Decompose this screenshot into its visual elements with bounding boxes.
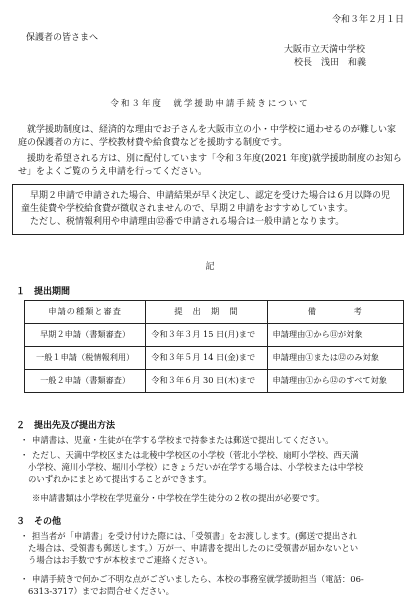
- table-cell: 令和３年５月 14 日(金)まで: [146, 347, 267, 370]
- table-cell: 申請理由①から⑪が対象: [267, 324, 403, 347]
- notice-line-1: 早期２申請で申請された場合、申請結果が早く決定し、認定を受けた場合は６月以降の児童生徒費や学校給食費が徴収されませんので、早期２申請をおすすめしています。: [21, 191, 391, 215]
- list-item: ・ 担当者が「申請書」を受け付けた際には、「受領書」をお渡しします。(郵送で提出され た場合は、受領書も郵送します。）万が一、申請書を提出したのに受領書が届かないとい う場合はお手数ですが本校までご連絡ください。: [20, 531, 359, 566]
- intro-paragraph-2: 援助を希望される方は、別に配付しています「令和３年度(2021 年度)就学援助制度のお知らせ」をよくご覧のうえ申請を行ってください。: [18, 154, 402, 178]
- submission-period-table: [24, 300, 404, 393]
- notice-box: [12, 184, 404, 235]
- bullet-icon: ・: [20, 435, 29, 445]
- list-item: ・ 申請書は、児童・生徒が在学する学校まで持参または郵送で提出してください。: [20, 435, 334, 445]
- notice-line-2: ただし、税情報利用や申請理由⑫番で申請される場合は一般申請となります。: [30, 217, 345, 228]
- document-title: 令和３年度 就学援助申請手続きについて: [110, 99, 310, 109]
- section-1-heading: １ 提出期間: [16, 287, 71, 297]
- column-header: 提 出 期 間: [146, 301, 267, 324]
- table-cell: 申請理由①または⑫のみ対象: [267, 347, 403, 370]
- table-header-row: [25, 301, 404, 324]
- section-2-heading: ２ 提出先及び提出方法: [16, 421, 116, 431]
- column-header: 申請の種類と審査: [25, 301, 146, 324]
- bullet-icon: ・: [20, 531, 29, 541]
- issue-date: 令和３年２月１日: [331, 15, 404, 25]
- school-name: 大阪市立天満中学校: [284, 45, 366, 55]
- list-item: ・ 申請手続きで何かご不明な点がございましたら、本校の事務室就学援助担当（電話：06- 6313-3717）までお問合せください。: [20, 574, 364, 597]
- principal-name: 校長 浅田 和義: [294, 58, 367, 69]
- table-cell: 一般２申請（書類審査）: [25, 370, 146, 393]
- column-header: 備 考: [267, 301, 403, 324]
- bullet-icon: ・: [20, 574, 29, 584]
- section-3-heading: ３ その他: [16, 517, 62, 527]
- recipient-line: 保護者の皆さまへ: [26, 33, 99, 43]
- table-cell: 令和３年３月 15 日(月)まで: [146, 324, 267, 347]
- intro-paragraph-1: 就学援助制度は、経済的な理由でお子さんを大阪市立の小・中学校に通わせるのが難しい家庭の保護者の方に、学校教材費や給食費などを援助する制度です。: [18, 125, 397, 149]
- list-item: ・ ただし、天満中学校区または北稜中学校区の小学校（菅北小学校、扇町小学校、西天満 小学校、滝川小学校、堀川小学校）にきょうだいが在学する場合は、小学校または中学校 のいずれかにまとめて提出することができます。: [20, 450, 363, 485]
- bullet-icon: ・: [20, 450, 29, 460]
- table-cell: 一般１申請（税情報利用）: [25, 347, 146, 370]
- ki-marker: 記: [205, 262, 215, 272]
- table-row: [25, 324, 404, 347]
- table-cell: 令和３年６月 30 日(木)まで: [146, 370, 267, 393]
- table-row: [25, 370, 404, 393]
- table-cell: 早期２申請（書類審査）: [25, 324, 146, 347]
- note-line: ※申請書類は小学校在学児童分・中学校在学生徒分の２枚の提出が必要です。: [32, 493, 325, 503]
- table-cell: 申請理由①から⑫のすべて対象: [267, 370, 403, 393]
- table-row: [25, 347, 404, 370]
- issuer-block: [284, 44, 404, 70]
